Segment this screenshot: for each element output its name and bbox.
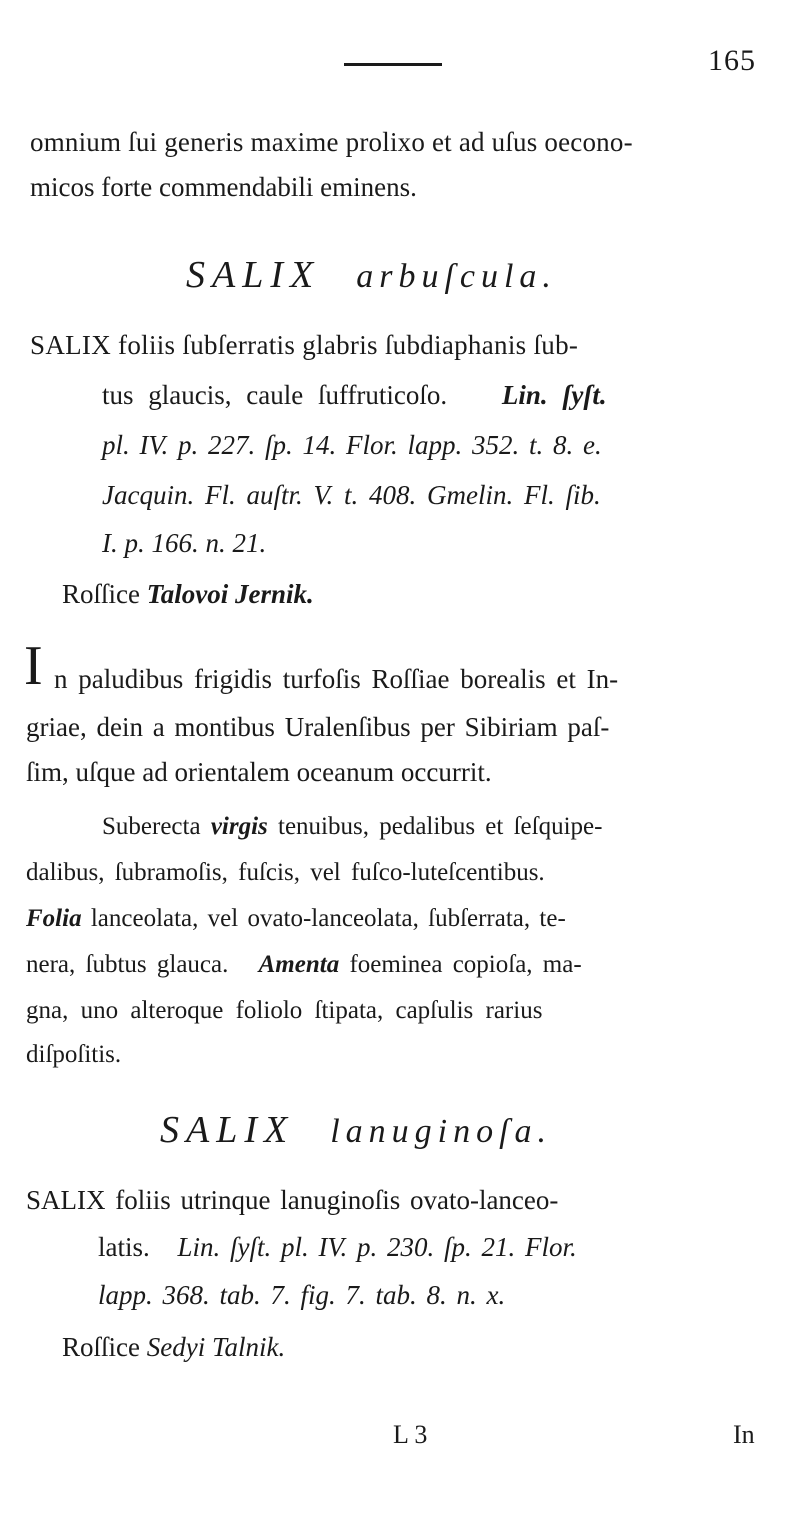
description-line-1 (102, 810, 602, 844)
species-title-lanuginosa (160, 1108, 552, 1152)
term-virgis: virgis (210, 813, 268, 840)
term-amenta: Amenta (258, 951, 340, 978)
text-latis: latis. (98, 1232, 150, 1262)
desc-reference: Lin. ſyſt. pl. IV. p. 230. ſp. 21. Flor. (177, 1232, 577, 1262)
arbuscula-desc-line-3: pl. IV. p. 227. ſp. 14. Flor. lapp. 352. t. 8. e. (102, 430, 602, 460)
description-line-2: dalibus, ſubramoſis, fuſcis, vel fuſco-luteſcentibus. (26, 859, 545, 886)
arbuscula-desc-line-5: I. p. 166. n. 21. (102, 528, 267, 558)
continuation-line-1: omnium ſui generis maxime prolixo et ad uſus oecono- (30, 127, 633, 157)
desc-text: tus glaucis, caule ſuffruticoſo. (102, 380, 448, 410)
lanuginosa-desc-line-2 (98, 1230, 577, 1264)
arbuscula-desc-line-4: Jacquin. Fl. auſtr. V. t. 408. Gmelin. Fl. ſib. (102, 480, 601, 510)
text-suberecta: Suberecta (102, 813, 201, 840)
habitat-line-2: griae, dein a montibus Uralenſibus per Sibiriam paſ- (26, 712, 610, 742)
russian-name: Talovoi Jernik. (146, 579, 314, 609)
description-line-5: gna, uno alteroque foliolo ſtipata, capſulis rarius (26, 997, 543, 1024)
text-nera: nera, ſubtus glauca. (26, 951, 229, 978)
habitat-line-3: ſim, uſque ad orientalem oceanum occurrit. (26, 757, 492, 787)
text-tenuibus: tenuibus, pedalibus et ſeſquipe- (278, 813, 603, 840)
text-lanceolata: lanceolata, vel ovato-lanceolata, ſubſerrata, te- (90, 905, 566, 932)
arbuscula-desc-line-1: SALIX foliis ſubſerratis glabris ſubdiaphanis ſub- (30, 330, 579, 360)
habitat-line-1: n paludibus frigidis turfoſis Roſſiae borealis et In- (54, 664, 619, 694)
continuation-line-2: micos forte commendabili eminens. (30, 172, 417, 202)
header-rule (344, 63, 442, 66)
arbuscula-russian-name (62, 577, 314, 611)
page-number: 165 (708, 44, 756, 77)
description-line-6: diſpoſitis. (26, 1041, 122, 1068)
arbuscula-desc-line-2 (102, 378, 607, 412)
description-line-4 (26, 948, 582, 982)
text-foeminea: foeminea copioſa, ma- (349, 951, 582, 978)
signature-mark: L 3 (393, 1420, 428, 1449)
title-genus: SALIX (186, 254, 321, 296)
lanuginosa-russian-name (62, 1330, 285, 1364)
lanuginosa-desc-line-3: lapp. 368. tab. 7. fig. 7. tab. 8. n. x. (98, 1280, 506, 1310)
russian-prefix: Roſſice (62, 1332, 140, 1362)
title-epithet: arbuſcula. (356, 258, 557, 295)
title-epithet: lanuginoſa. (330, 1113, 553, 1150)
catchword: In (733, 1420, 755, 1449)
title-genus: SALIX (160, 1109, 295, 1151)
russian-prefix: Roſſice (62, 579, 140, 609)
russian-name: Sedyi Talnik. (146, 1332, 286, 1362)
species-title-arbuscula (186, 253, 557, 297)
description-line-3 (26, 902, 566, 936)
desc-reference: Lin. ſyſt. (501, 380, 607, 410)
lanuginosa-desc-line-1: SALIX foliis utrinque lanuginoſis ovato-lanceo- (26, 1185, 559, 1215)
term-folia: Folia (26, 905, 82, 932)
drop-initial: I (24, 635, 43, 697)
